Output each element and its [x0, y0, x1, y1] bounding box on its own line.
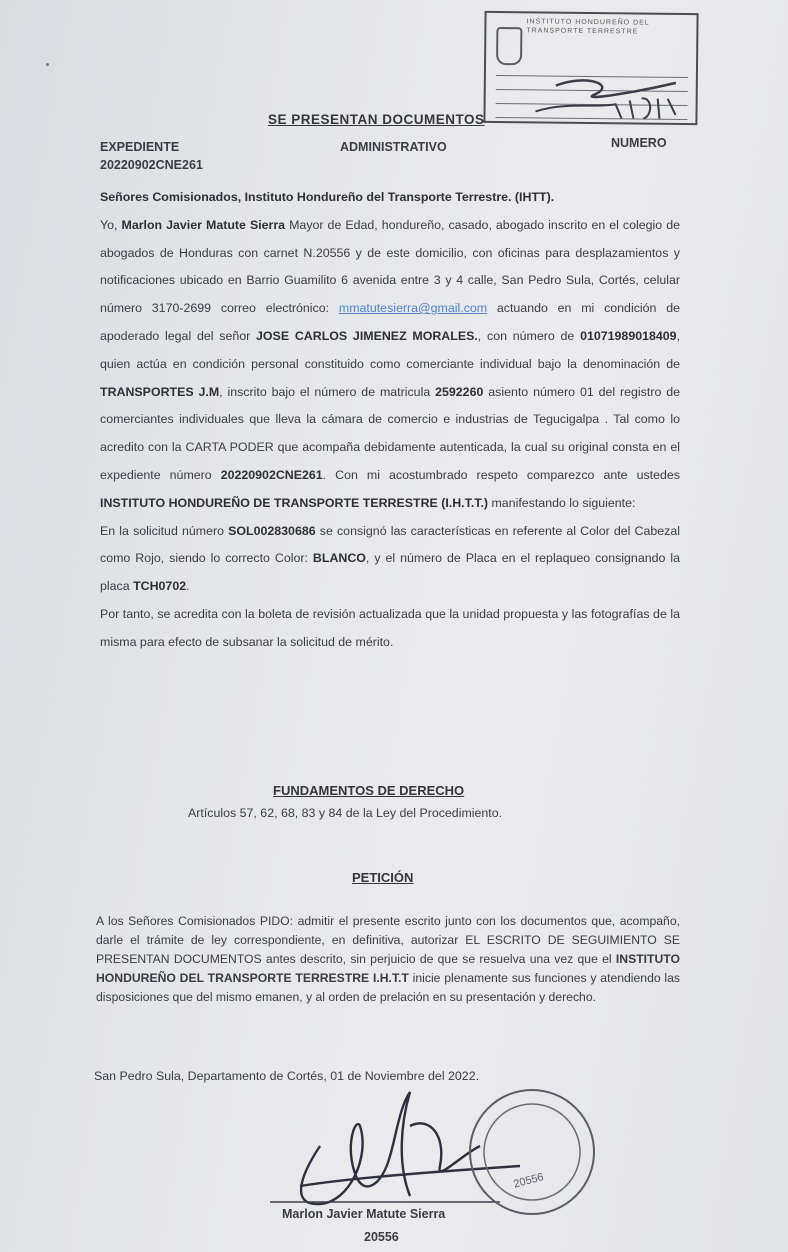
expediente-block [100, 138, 203, 174]
body-text: , con número de [477, 328, 581, 343]
peticion-text [96, 912, 680, 1007]
signer-name: Marlon Javier Matute Sierra [282, 1207, 446, 1221]
stamp-header: INSTITUTO HONDUREÑO DEL TRANSPORTE TERRESTRE [526, 18, 650, 36]
document-title: SE PRESENTAN DOCUMENTOS [268, 112, 485, 127]
email-link[interactable]: mmatutesierra@gmail.com [338, 301, 488, 316]
body-text: Yo, [100, 217, 122, 232]
tipo-label: ADMINISTRATIVO [340, 140, 447, 154]
client-id: 01071989018409 [580, 328, 677, 343]
expediente-ref: 20220902CNE261 [220, 467, 323, 482]
peticion-body: A los Señores Comisionados PIDO: admitir el presente escrito junto con los documentos que, acompaño, darle el trámite de ley correspondiente, en definitiva, autorizar EL ESCRITO DE SEGUIMIENTO SE PRESENTAN DOCUMENTOS antes descrito, sin perjuicio de que se resuelva una vez que el [96, 914, 680, 966]
body-text: Por tanto, se acredita con la boleta de revisión actualizada que la unidad propuesta y las fotografías de la misma para efecto de subsanar la solicitud de mérito. [100, 606, 680, 649]
body-text: Mayor de Edad, hondureño, casado, abogado inscrito en el colegio de abogados de Honduras con carnet N.20556 y de este domicilio, con oficinas para desplazamientos y notificaciones ubicado en Barrio Guamilito 6 avenida entre 3 y 4 calle, San Pedro Sula, Cortés, celular número 3170-2699 correo electrónico: [100, 217, 680, 316]
expediente-number: 20220902CNE261 [100, 158, 203, 172]
company-name: TRANSPORTES J.M [100, 384, 220, 399]
solicitud-number: SOL002830686 [228, 523, 316, 538]
lawyer-name: Marlon Javier Matute Sierra [121, 217, 286, 232]
numero-label: NUMERO [611, 136, 667, 150]
body-text: manifestando lo siguiente: [488, 495, 636, 510]
peticion-body: inicie plenamente sus funciones y atendiendo las disposiciones que del mismo emanen, y al orden de prelación en su presentación y derecho. [96, 971, 680, 1004]
document-body [100, 184, 680, 657]
body-text: . [186, 579, 190, 594]
lawyer-seal [466, 1086, 598, 1218]
institution-name: INSTITUTO HONDUREÑO DE TRANSPORTE TERRESTRE (I.H.T.T.) [100, 495, 489, 510]
placa-number: TCH0702 [133, 579, 187, 594]
place-date: San Pedro Sula, Departamento de Cortés, 01 de Noviembre del 2022. [94, 1069, 480, 1083]
body-text: asiento número 01 del registro de comerciantes individuales que lleva la cámara de comercio e industrias de Tegucigalpa . Tal como lo acredito con la CARTA PODER que acompaña debidamente autenticada, la cual su original consta en el expediente número [100, 384, 680, 482]
body-text: . Con mi acostumbrado respeto comparezco ante ustedes [322, 467, 680, 482]
peticion-title: PETICIÓN [352, 870, 414, 885]
seal-number: 20556 [512, 1171, 545, 1191]
fundamentos-title: FUNDAMENTOS DE DERECHO [273, 783, 465, 798]
body-text: , quien actúa en condición personal constituido como comerciante individual bajo la denominación de [100, 328, 681, 371]
body-text: actuando en mi condición de apoderado legal del señor [100, 301, 680, 343]
institution-name: INSTITUTO HONDUREÑO DEL TRANSPORTE TERRESTRE I.H.T.T [96, 952, 680, 985]
stamp-handwritten-date [525, 73, 686, 125]
addressee: Señores Comisionados, Instituto Hondureño del Transporte Terrestre. (IHTT). [100, 190, 555, 204]
signer-number: 20556 [364, 1230, 399, 1244]
body-text: , y el número de Placa en el replaqueo consignando la placa [100, 551, 680, 594]
body-text: , inscrito bajo el número de matricula [219, 384, 436, 399]
stamp-emblem-icon [496, 27, 522, 65]
color-value: BLANCO [312, 551, 366, 566]
body-text: En la solicitud número [100, 523, 229, 538]
paper-speck [46, 63, 49, 66]
reception-stamp [483, 11, 698, 125]
matricula-number: 2592260 [435, 384, 484, 399]
client-name: JOSE CARLOS JIMENEZ MORALES. [256, 328, 478, 343]
fundamentos-text: Artículos 57, 62, 68, 83 y 84 de la Ley del Procedimiento. [188, 806, 503, 820]
expediente-label: EXPEDIENTE [100, 140, 180, 154]
body-text: se consignó las características en referente al Color del Cabezal como Rojo, siendo lo correcto Color: [100, 523, 680, 566]
